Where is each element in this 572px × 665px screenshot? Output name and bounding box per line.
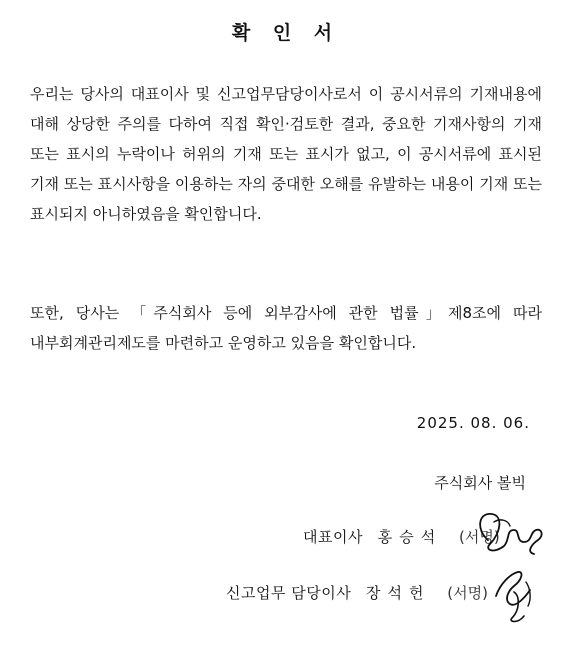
signer-name: 장석헌 [365, 584, 431, 602]
signer-disclosure-director [226, 582, 488, 603]
signer-role: 대표이사 [303, 528, 363, 546]
signer-role: 신고업무 담당이사 [226, 584, 352, 602]
director-signature-image [484, 566, 544, 626]
signature-mark: (서명) [459, 528, 500, 546]
ceo-signature-image [470, 500, 550, 560]
signature-mark: (서명) [447, 584, 488, 602]
document-date: 2025. 08. 06. [416, 414, 530, 432]
signer-name: 홍승석 [377, 528, 443, 546]
document-title: 확 인 서 [231, 22, 341, 44]
internal-control-paragraph: 또한, 당사는 「주식회사 등에 외부감사에 관한 법률」제8조에 따라 내부회계관리제도를 마련하고 운영하고 있음을 확인합니다. [30, 304, 542, 352]
confirmation-paragraph: 우리는 당사의 대표이사 및 신고업무담당이사로서 이 공시서류의 기재내용에 대해 상당한 주의를 다하여 직접 확인·검토한 결과, 중요한 기재사항의 기재 또는 표시의 누락이나 허위의 기재 또는 표시가 없고, 이 공시서류에 표시된 기재 또는 표시사항을 이용하는 자의 중대한 오해를 유발하는 내용이 기재 또는 표시되지 아니하였음을 확인합니다. [30, 85, 542, 223]
company-name: 주식회사 볼빅 [434, 474, 526, 492]
